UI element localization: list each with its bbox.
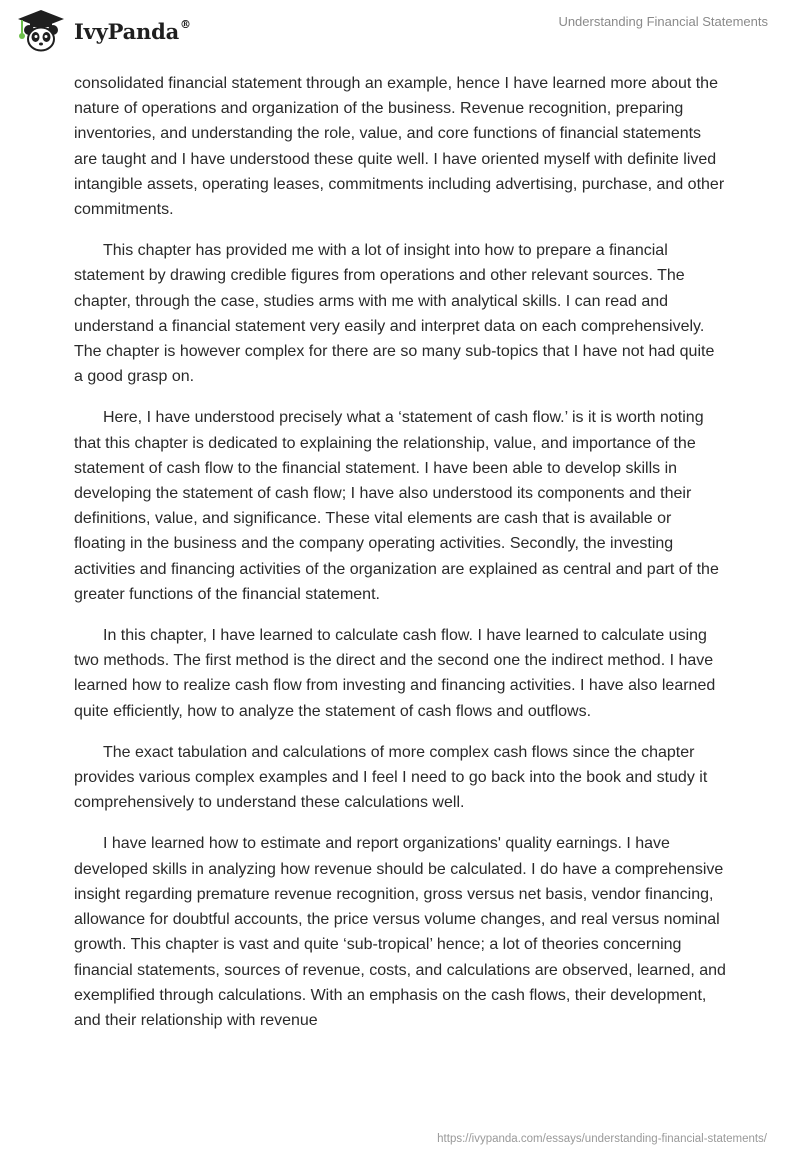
source-url[interactable]: https://ivypanda.com/essays/understanding-financial-statements/: [437, 1133, 767, 1145]
paragraph: The exact tabulation and calculations of more complex cash flows since the chapter provides various complex examples and I feel I need to go back into the book and study it comprehensively to understand these calculations well.: [74, 743, 708, 812]
ivypanda-logo[interactable]: [14, 8, 191, 54]
brand-name: IvyPanda®: [74, 17, 191, 44]
paragraph: In this chapter, I have learned to calculate cash flow. I have learned to calculate using two methods. The first method is the direct and the second one the indirect method. I have learned how to realize cash flow from investing and financing activities. I have also learned quite efficiently, how to analyze the statement of cash flows and outflows.: [74, 627, 716, 720]
panda-graduate-icon: [14, 8, 68, 54]
paragraph: This chapter has provided me with a lot of insight into how to prepare a financial statement by drawing credible figures from operations and other relevant sources. The chapter, through the case, studies arms with me with analytical skills. I can read and understand a financial statement very easily and interpret data on each comprehensively. The chapter is however complex for there are so many sub-topics that I have not had quite a good grasp on.: [74, 242, 715, 386]
essay-body: [74, 71, 726, 1049]
paragraph: Here, I have understood precisely what a ‘statement of cash flow.’ is it is worth noting that this chapter is dedicated to explaining the relationship, value, and importance of the statement of cash flow to the financial statement. I have been able to develop skills in developing the statement of cash flow; I have also understood its components and their definitions, value, and significance. These vital elements are cash that is available or floating in the business and the company operating activities. Secondly, the investing activities and financing activities of the organization are explained as central and part of the greater functions of the financial statement.: [74, 409, 719, 603]
document-title: Understanding Financial Statements: [558, 14, 768, 29]
paragraph: I have learned how to estimate and report organizations' quality earnings. I have developed skills in analyzing how revenue should be calculated. I do have a comprehensive insight regarding premature revenue recognition, gross versus net basis, vendor financing, allowance for doubtful accounts, the price versus volume changes, and real versus nominal growth. This chapter is vast and quite ‘sub-tropical’ hence; a lot of theories concerning financial statements, sources of revenue, costs, and calculations are observed, learned, and exemplified through calculations. With an emphasis on the cash flows, their development, and their relationship with revenue: [74, 835, 726, 1029]
paragraph: consolidated financial statement through an example, hence I have learned more about the nature of operations and organization of the business. Revenue recognition, preparing inventories, and understanding the role, value, and core functions of financial statements are taught and I have understood these quite well. I have oriented myself with definite lived intangible assets, operating leases, commitments including advertising, purchase, and other commitments.: [74, 75, 725, 219]
page-header: [0, 0, 800, 60]
